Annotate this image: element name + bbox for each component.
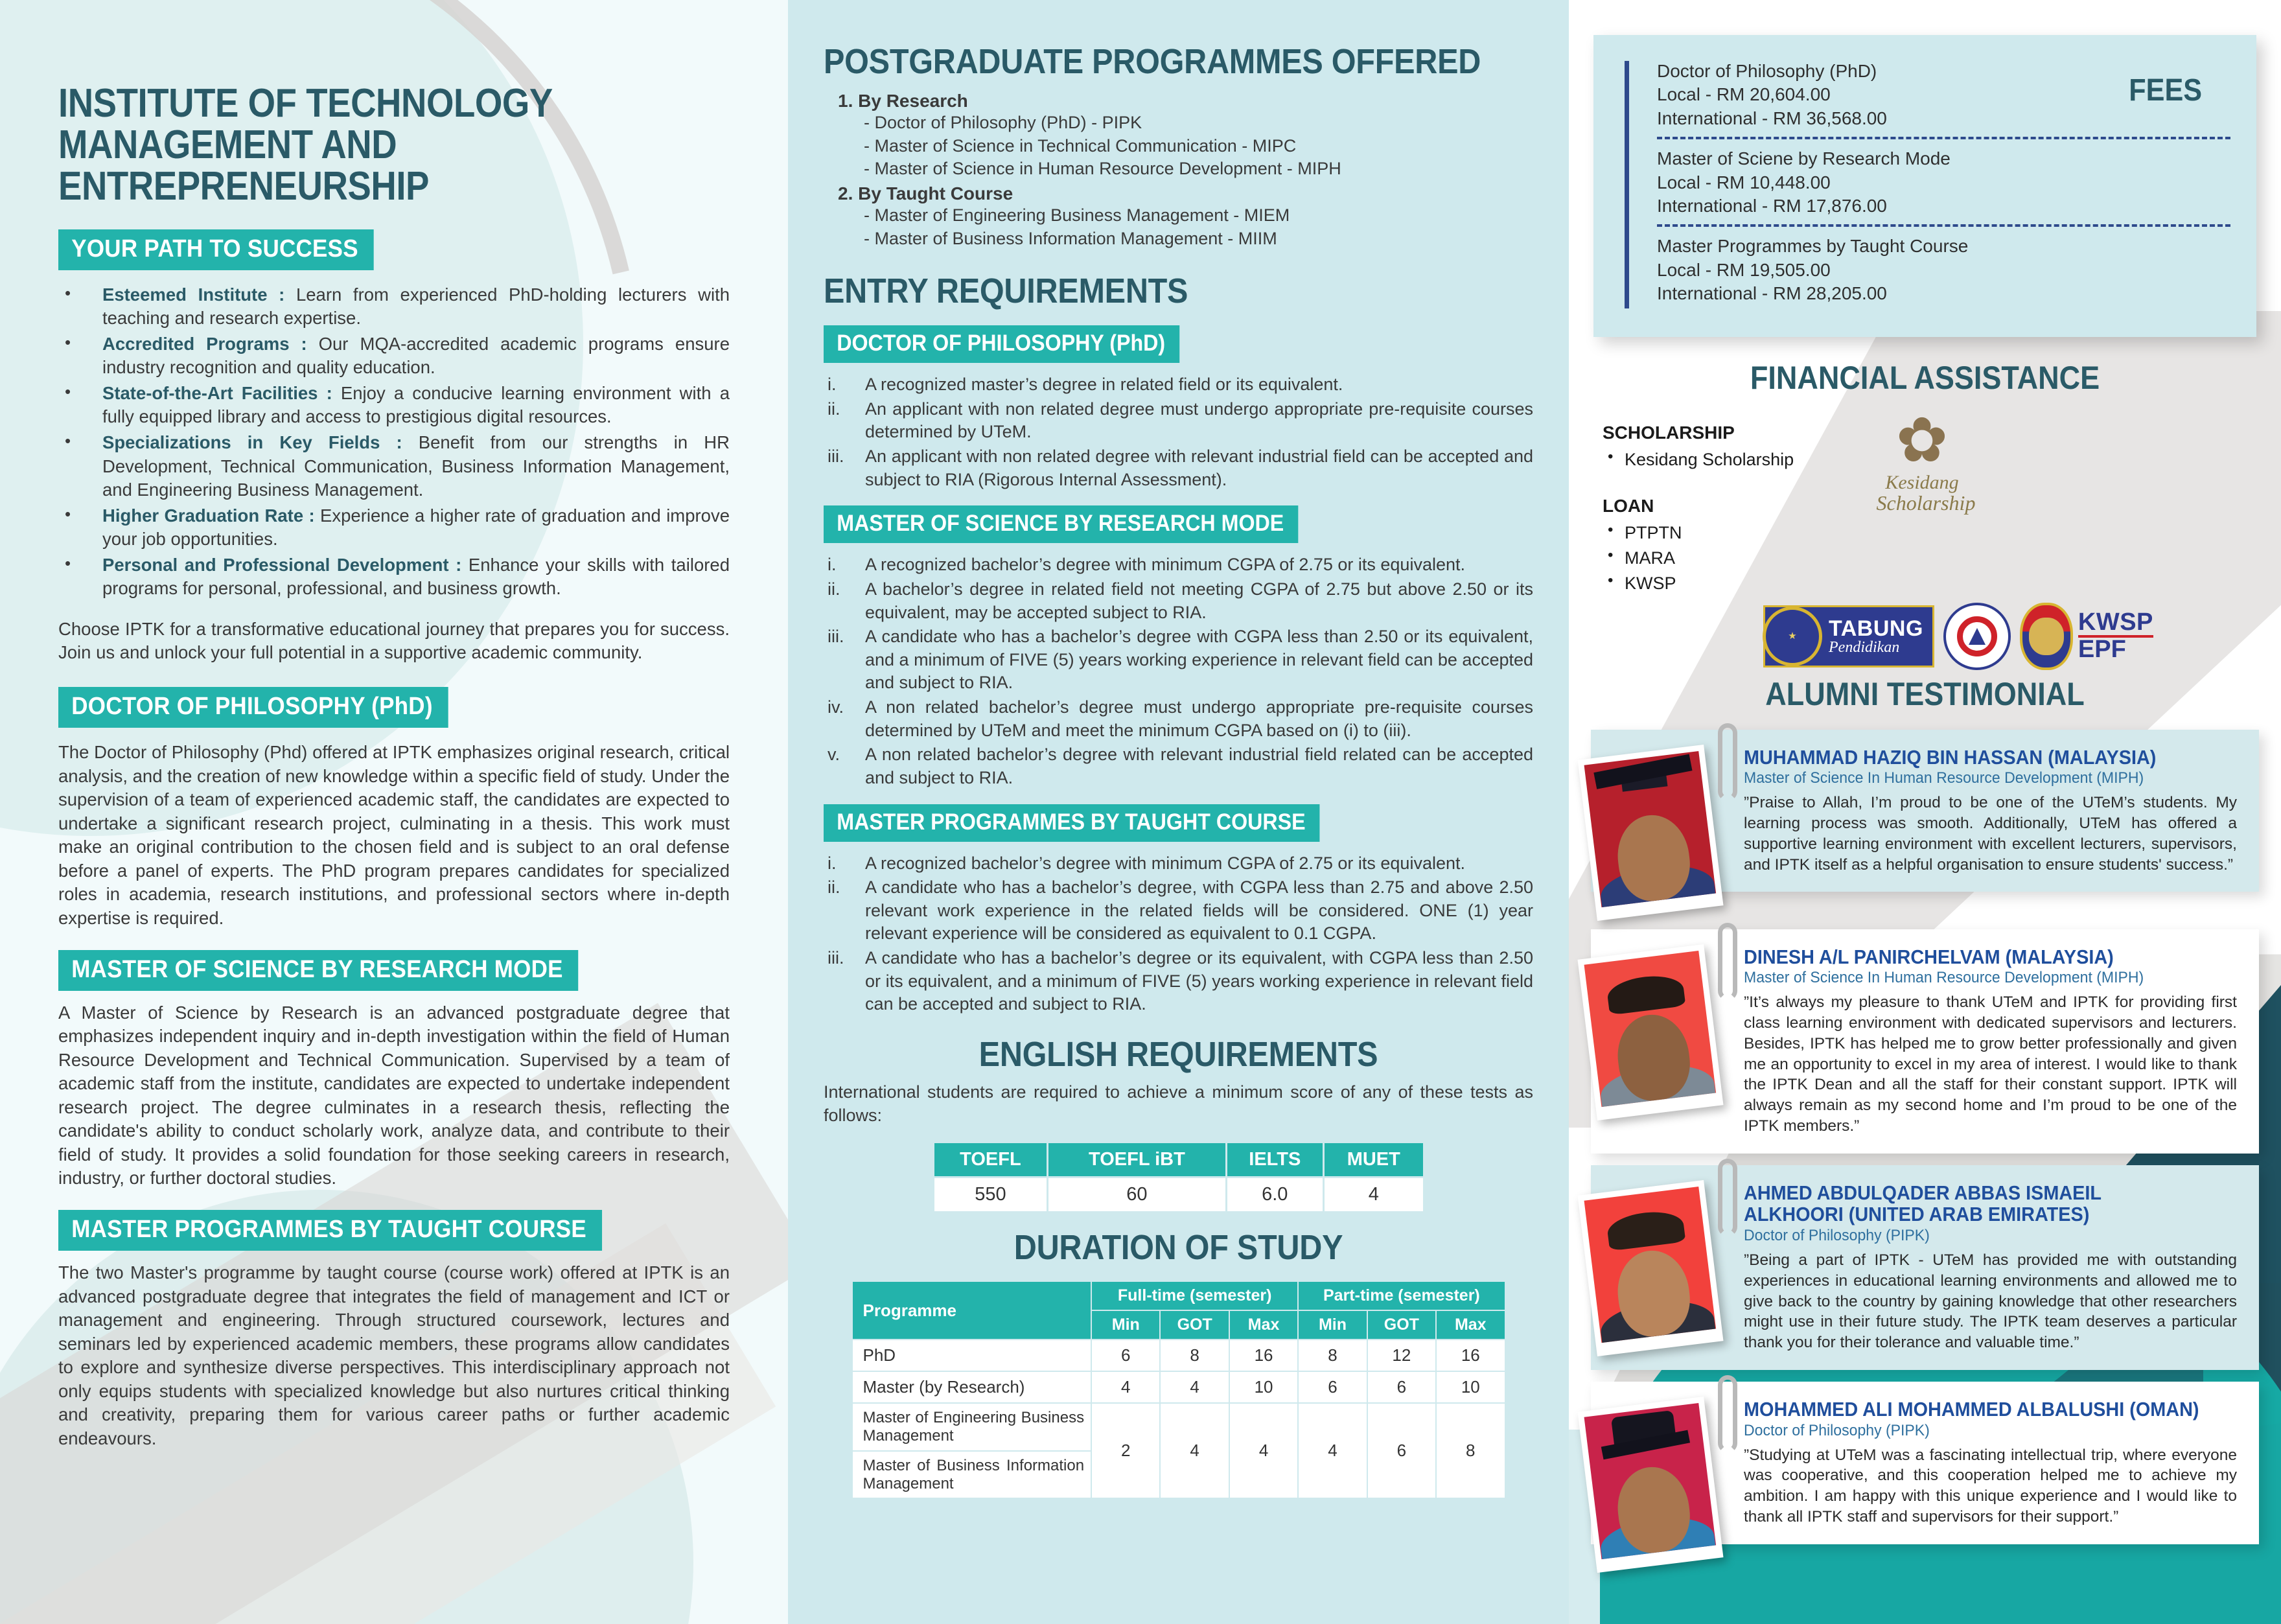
testimonial-quote: ”Being a part of IPTK - UTeM has provided me with outstanding experiences in educational learning environments and allowed me to give back to the country by gaining knowledge that other researchers might use in their future study. The IPTK team deserves a particular thank you for their tolerance and valuable time.” xyxy=(1744,1251,2237,1352)
fee-international: International - RM 28,205.00 xyxy=(1657,283,1887,304)
kwsp-word: KWSP xyxy=(2078,610,2153,637)
list-item xyxy=(824,373,1533,397)
avatar xyxy=(1577,745,1723,921)
avatar xyxy=(1577,1397,1723,1573)
table-cell: 4 xyxy=(1298,1403,1367,1498)
table-row xyxy=(852,1403,1505,1451)
column-header: TOEFL xyxy=(933,1143,1048,1177)
bullet-text: Enhance your skills with tailored programs for personal, professional, and business growth. xyxy=(102,554,730,599)
testimonial-card-2 xyxy=(1591,929,2259,1154)
entry-phd-ribbon-wrap xyxy=(824,325,1533,363)
table-cell: 8 xyxy=(1298,1340,1367,1371)
flower-icon: ✿ xyxy=(1895,405,1949,475)
bullet-text: Benefit from our strengths in HR Development, Technical Communication, Business Information Management, and Engineering Business Management. xyxy=(102,432,730,500)
fee-local: Local - RM 19,505.00 xyxy=(1657,259,1831,280)
testimonial-name: MUHAMMAD HAZIQ BIN HASSAN (MALAYSIA) xyxy=(1744,745,2157,769)
table-cell: 10 xyxy=(1436,1371,1505,1403)
phd-section-ribbon: DOCTOR OF PHILOSOPHY (PhD) xyxy=(58,687,448,728)
item-text: A bachelor’s degree in related field not meeting CGPA of 2.75 but above 2.50 or its equivalent, may be accepted subject to RIA. xyxy=(865,579,1533,622)
item-numeral: iv. xyxy=(828,697,844,717)
brand-line-1: INSTITUTE OF TECHNOLOGY xyxy=(58,81,553,126)
list-item xyxy=(824,398,1533,444)
avatar xyxy=(1577,944,1723,1120)
item-text: A candidate who has a bachelor’s degree, with CGPA less than 2.75 and above 2.50 relevant work experience in the related fields will be considered. ONE (1) year relevant experience will be considered as equivalent to 0.1 CGPA. xyxy=(865,877,1533,944)
testimonial-card-4 xyxy=(1591,1382,2259,1570)
column-header: Min xyxy=(1298,1310,1367,1340)
list-item xyxy=(824,876,1533,945)
item-text: A non related bachelor’s degree must undergo appropriate pre-requisite courses determined by UTeM and meet the minimum CGPA based on (i) to (iii). xyxy=(865,697,1533,740)
fee-programme: Master of Sciene by Research Mode xyxy=(1657,148,1951,169)
bullet-text: Learn from experienced PhD-holding lecturers with teaching and research expertise. xyxy=(102,284,730,329)
kwsp-badge-icon xyxy=(2020,603,2073,670)
pendidikan-word: Pendidikan xyxy=(1829,638,1900,656)
entry-requirements-title: ENTRY REQUIREMENTS xyxy=(824,272,1188,311)
fee-group xyxy=(1657,224,2230,312)
testimonial-quote: ”Praise to Allah, I’m proud to be one of the UTeM’s students. My learning process was smooth. Additionally, UTeM has offered a supportive learning environment with excellent lecturers, supervisors, and IPTK itself as a helpful organisation to ensure students' success.” xyxy=(1744,793,2237,874)
entry-msc-ribbon-wrap xyxy=(824,505,1533,543)
entry-taught-list xyxy=(824,852,1533,1016)
paperclip-icon xyxy=(1718,923,1737,1001)
avatar-photo xyxy=(1584,1187,1717,1343)
item-text: A non related bachelor’s degree with relevant industrial field related can be accepted and subject to RIA. xyxy=(865,745,1533,787)
loan-heading: LOAN xyxy=(1603,495,1654,516)
programme-group-title: 1. By Research xyxy=(838,91,968,111)
avatar xyxy=(1577,1180,1723,1356)
msc-description: A Master of Science by Research is an advanced postgraduate degree that emphasizes independent inquiry and in-depth investigation within the field of Human Resource Development and Technical Communication. Supervised by a team of academic staff from the institute, candidates are expected to undertake independent research project. The degree culminates in a research thesis, reflecting the candidate's ability to conduct scholarly work, analyze data, and contribute to their field of study. It provides a solid foundation for those seeking careers in research, industry, or further doctoral studies. xyxy=(58,1002,730,1189)
financial-assistance-title: FINANCIAL ASSISTANCE xyxy=(1750,359,2100,396)
kesidang-logo-text xyxy=(1854,473,1990,513)
table-cell-programme: Master of Business Information Management xyxy=(852,1451,1092,1499)
bullet-text: Enjoy a conducive learning environment with a fully equipped library and access to prestigious digital resources. xyxy=(102,382,730,427)
item-text: A recognized bachelor’s degree with minimum CGPA of 2.75 or its equivalent. xyxy=(865,853,1465,873)
column-header: TOEFL iBT xyxy=(1048,1143,1226,1177)
table-cell: 6 xyxy=(1091,1340,1160,1371)
mara-gear-icon xyxy=(1957,616,1997,656)
list-item: • MARA xyxy=(1603,546,1816,571)
table-cell: 16 xyxy=(1229,1340,1298,1371)
list-item xyxy=(824,553,1533,577)
kwsp-logo-text xyxy=(2078,610,2153,661)
list-item xyxy=(58,431,730,502)
item-text: An applicant with non related degree must undergo appropriate pre-requisite courses determined by UTeM. xyxy=(865,399,1533,442)
phd-ribbon-wrap xyxy=(58,687,730,728)
table-cell: 12 xyxy=(1367,1340,1436,1371)
column-group-fulltime: Full-time (semester) xyxy=(1091,1281,1298,1310)
list-item xyxy=(824,625,1533,695)
testimonial-programme: Doctor of Philosophy (PIPK) xyxy=(1744,1421,1930,1439)
middle-column xyxy=(788,0,1569,1499)
item-text: An applicant with non related degree with relevant industrial field can be accepted and subject to RIA (Rigorous Internal Assessment). xyxy=(865,447,1533,489)
testimonial-programme: Master of Science In Human Resource Development (MIPH) xyxy=(1744,769,2144,787)
programmes-list xyxy=(824,91,1533,250)
mara-logo xyxy=(1943,603,2011,670)
fee-local: Local - RM 20,604.00 xyxy=(1657,84,1831,105)
testimonial-name: DINESH A/L PANIRCHELVAM (MALAYSIA) xyxy=(1744,945,2114,968)
column-header: IELTS xyxy=(1226,1143,1324,1177)
list-item xyxy=(58,553,730,601)
table-cell: 8 xyxy=(1160,1340,1229,1371)
epf-word: EPF xyxy=(2078,635,2126,663)
testimonial-programme: Master of Science In Human Resource Development (MIPH) xyxy=(1744,968,2144,986)
table-row xyxy=(933,1177,1424,1212)
table-cell: 6 xyxy=(1298,1371,1367,1403)
item-numeral: iii. xyxy=(828,447,844,466)
table-cell: 4 xyxy=(1091,1371,1160,1403)
table-cell: 60 xyxy=(1048,1177,1226,1212)
bullet-text: Experience a higher rate of graduation and improve your job opportunities. xyxy=(102,505,730,550)
column-header: GOT xyxy=(1160,1310,1229,1340)
kesidang-line-2: Scholarship xyxy=(1876,491,1976,515)
column-header: Min xyxy=(1091,1310,1160,1340)
your-path-ribbon-wrap xyxy=(58,229,730,270)
item-numeral: ii. xyxy=(828,579,840,599)
kesidang-scholarship-logo xyxy=(1854,405,1990,515)
testimonial-quote: ”Studying at UTeM was a fascinating intellectual trip, where everyone was cooperative, and this cooperation helped me to achieve my ambition. I am happy with this unique experience and I would like to thank all IPTK staff and supervisors for their support.” xyxy=(1744,1446,2237,1526)
programme-item: - Master of Science in Technical Communication - MIPC xyxy=(864,135,1297,156)
fees-title: FEES xyxy=(2128,73,2202,108)
entry-msc-list xyxy=(824,553,1533,789)
list-item xyxy=(824,852,1533,876)
item-text: A candidate who has a bachelor’s degree with CGPA less than 2.50 or its equivalent, and a minimum of FIVE (5) years working experience in relevant field can be accepted and subject to RIA. xyxy=(865,627,1534,693)
fee-group xyxy=(1657,137,2230,224)
fees-card xyxy=(1593,35,2256,337)
item-text: A candidate who has a bachelor’s degree or its equivalent, with CGPA less than 2.50 or its equivalent, and a minimum of FIVE (5) years working experience in relevant field can be accepted and subject to RIA. xyxy=(865,948,1533,1014)
programme-item: - Master of Science in Human Resource Development - MIPH xyxy=(864,159,1341,179)
table-cell: 550 xyxy=(933,1177,1048,1212)
programme-item: - Doctor of Philosophy (PhD) - PIPK xyxy=(864,113,1142,132)
list-item: • PTPTN xyxy=(1603,520,1816,546)
column-header: Max xyxy=(1436,1310,1505,1340)
avatar-photo xyxy=(1584,1403,1717,1559)
programme-item: - Master of Engineering Business Management - MIEM xyxy=(864,205,1290,225)
entry-phd-ribbon: DOCTOR OF PHILOSOPHY (PhD) xyxy=(824,325,1179,363)
taught-ribbon-wrap xyxy=(58,1210,730,1251)
column-header: MUET xyxy=(1324,1143,1424,1177)
table-cell-programme: Master (by Research) xyxy=(852,1371,1092,1403)
list-item: • KWSP xyxy=(1603,571,1816,596)
column-header-programme: Programme xyxy=(852,1281,1092,1340)
fees-list xyxy=(1619,57,2230,312)
alumni-testimonial-title: ALUMNI TESTIMONIAL xyxy=(1765,675,2085,712)
table-cell: 10 xyxy=(1229,1371,1298,1403)
benefits-list xyxy=(58,283,730,601)
list-item xyxy=(824,578,1533,624)
item-text: A recognized bachelor’s degree with minimum CGPA of 2.75 or its equivalent. xyxy=(865,555,1465,575)
list-item xyxy=(58,283,730,331)
item-numeral: v. xyxy=(828,745,840,765)
list-item xyxy=(58,332,730,380)
entry-msc-ribbon: MASTER OF SCIENCE BY RESEARCH MODE xyxy=(824,505,1298,543)
fee-programme: Doctor of Philosophy (PhD) xyxy=(1657,61,1877,81)
bullet-text: Our MQA-accredited academic programs ensure industry recognition and quality education. xyxy=(102,333,730,378)
right-column xyxy=(1569,0,2281,1570)
bullet-lead: Higher Graduation Rate : xyxy=(102,505,315,526)
postgraduate-programmes-title: POSTGRADUATE PROGRAMMES OFFERED xyxy=(824,42,1481,81)
table-cell: 4 xyxy=(1160,1371,1229,1403)
tabung-logo-text xyxy=(1825,618,1932,655)
paperclip-icon xyxy=(1718,723,1737,801)
tabung-word: TABUNG xyxy=(1829,616,1923,641)
list-item xyxy=(824,696,1533,742)
table-row xyxy=(933,1143,1424,1177)
item-numeral: ii. xyxy=(828,877,840,898)
testimonial-quote: ”It’s always my pleasure to thank UTeM and IPTK for providing first class learning environment with dedicated supervisors and lecturers. Besides, IPTK has helped me to grow better professionally and given me an opportunity to excel in my area of interest. I would like to thank the IPTK Dean and all the staff for their constant support. IPTK will always remain as my second home and I’m proud to be one of the IPTK members.” xyxy=(1744,993,2237,1135)
taught-description: The two Master's programme by taught course (course work) offered at IPTK is an advanced postgraduate degree that integrates the field of management and ICT or management and engineering. Through structured coursework, lectures and seminars led by experienced academic members, these programs allow candidates to explore and synthesize diverse perspectives. This interdisciplinary approach not only equips students with specialized knowledge but also nurtures critical thinking and creativity, preparing them for various career paths or further academic endeavours. xyxy=(58,1262,730,1448)
financial-assistance-lists xyxy=(1603,423,1816,597)
kesidang-line-1: Kesidang xyxy=(1885,471,1959,493)
programme-group-title: 2. By Taught Course xyxy=(838,183,1013,203)
fee-local: Local - RM 10,448.00 xyxy=(1657,172,1831,192)
testimonial-card-1 xyxy=(1591,730,2259,918)
fee-group xyxy=(1657,57,2230,137)
msc-section-ribbon: MASTER OF SCIENCE BY RESEARCH MODE xyxy=(58,950,579,991)
your-path-ribbon: YOUR PATH TO SUCCESS xyxy=(58,229,374,270)
item-numeral: i. xyxy=(828,555,837,575)
list-item xyxy=(58,504,730,551)
list-item xyxy=(824,445,1533,491)
duration-of-study-title: DURATION OF STUDY xyxy=(1013,1228,1343,1268)
english-requirements-table xyxy=(932,1141,1425,1213)
english-intro: International students are required to achieve a minimum score of any of these tests as follows: xyxy=(824,1082,1533,1125)
column-group-parttime: Part-time (semester) xyxy=(1298,1281,1505,1310)
bullet-lead: Personal and Professional Development : xyxy=(102,554,462,575)
ptptn-seal-icon: ★ xyxy=(1763,607,1822,666)
item-numeral: i. xyxy=(828,853,837,873)
testimonial-programme: Doctor of Philosophy (PIPK) xyxy=(1744,1226,1930,1244)
column-header: Max xyxy=(1229,1310,1298,1340)
page-title xyxy=(58,83,649,207)
testimonial-card-3 xyxy=(1591,1165,2259,1370)
table-cell: 4 xyxy=(1324,1177,1424,1212)
testimonial-name: AHMED ABDULQADER ABBAS ISMAEIL ALKHOORI (UNITED ARAB EMIRATES) xyxy=(1744,1181,2102,1226)
list-item: • Kesidang Scholarship xyxy=(1603,447,1816,472)
item-numeral: iii. xyxy=(828,948,844,968)
brand-line-2: MANAGEMENT AND ENTREPRENEURSHIP xyxy=(58,122,429,209)
taught-section-ribbon: MASTER PROGRAMMES BY TAUGHT COURSE xyxy=(58,1210,602,1251)
ptptn-tabung-pendidikan-logo xyxy=(1763,605,1934,667)
bullet-lead: Accredited Programs : xyxy=(102,333,307,354)
table-cell-programme: Master of Engineering Business Management xyxy=(852,1403,1092,1451)
scholarship-heading: SCHOLARSHIP xyxy=(1603,422,1735,443)
bullet-lead: State-of-the-Art Facilities : xyxy=(102,382,332,403)
entry-taught-ribbon-wrap xyxy=(824,804,1533,842)
avatar-photo xyxy=(1584,951,1717,1107)
mara-inner-icon xyxy=(1969,628,1986,645)
testimonial-name: MOHAMMED ALI MOHAMMED ALBALUSHI (OMAN) xyxy=(1744,1398,2199,1421)
table-row xyxy=(852,1281,1505,1310)
bullet-lead: Esteemed Institute : xyxy=(102,284,285,305)
table-cell: 4 xyxy=(1160,1403,1229,1498)
closing-paragraph: Choose IPTK for a transformative educational journey that prepares you for success. Join us and unlock your full potential in a supportive academic community. xyxy=(58,618,730,663)
loan-provider-logos xyxy=(1763,603,2153,670)
item-numeral: ii. xyxy=(828,399,840,419)
avatar-photo xyxy=(1584,751,1717,907)
msc-ribbon-wrap xyxy=(58,950,730,991)
english-requirements-title: ENGLISH REQUIREMENTS xyxy=(978,1034,1378,1074)
duration-of-study-table xyxy=(851,1281,1506,1499)
fee-programme: Master Programmes by Taught Course xyxy=(1657,236,1969,257)
table-row xyxy=(852,1371,1505,1403)
table-cell: 6.0 xyxy=(1226,1177,1324,1212)
table-cell: 2 xyxy=(1091,1403,1160,1498)
entry-phd-list xyxy=(824,373,1533,491)
paperclip-icon xyxy=(1718,1159,1737,1236)
entry-taught-ribbon: MASTER PROGRAMMES BY TAUGHT COURSE xyxy=(824,804,1320,842)
financial-assistance-section xyxy=(1569,400,2281,673)
left-column xyxy=(0,0,788,1451)
paperclip-icon xyxy=(1718,1375,1737,1453)
column-header: GOT xyxy=(1367,1310,1436,1340)
kwsp-epf-logo xyxy=(2020,603,2153,670)
table-cell: 6 xyxy=(1367,1371,1436,1403)
list-item xyxy=(824,743,1533,789)
list-item xyxy=(58,382,730,429)
table-cell: 6 xyxy=(1367,1403,1436,1498)
item-numeral: iii. xyxy=(828,627,844,647)
table-cell-programme: PhD xyxy=(852,1340,1092,1371)
list-item xyxy=(824,947,1533,1016)
phd-description: The Doctor of Philosophy (Phd) offered at IPTK emphasizes original research, critical analysis, and the creation of new knowledge within a specific field of study. Under the supervision of a team of experienced academic staff, the candidates are expected to undertake a significant research project, culminating in a thesis. This work must make an original contribution to the chosen field and is subject to an oral defense before a panel of experts. The PhD program prepares candidates for specialized roles in academia, research institutions, and professional sectors where in-depth expertise is required. xyxy=(58,742,730,928)
table-cell: 4 xyxy=(1229,1403,1298,1498)
item-text: A recognized master’s degree in related field or its equivalent. xyxy=(865,375,1343,395)
table-row xyxy=(852,1340,1505,1371)
table-cell: 16 xyxy=(1436,1340,1505,1371)
item-numeral: i. xyxy=(828,375,837,395)
programme-item: - Master of Business Information Management - MIIM xyxy=(864,228,1277,248)
fee-international: International - RM 36,568.00 xyxy=(1657,108,1887,128)
table-cell: 8 xyxy=(1436,1403,1505,1498)
bullet-lead: Specializations in Key Fields : xyxy=(102,432,402,452)
fee-international: International - RM 17,876.00 xyxy=(1657,195,1887,216)
